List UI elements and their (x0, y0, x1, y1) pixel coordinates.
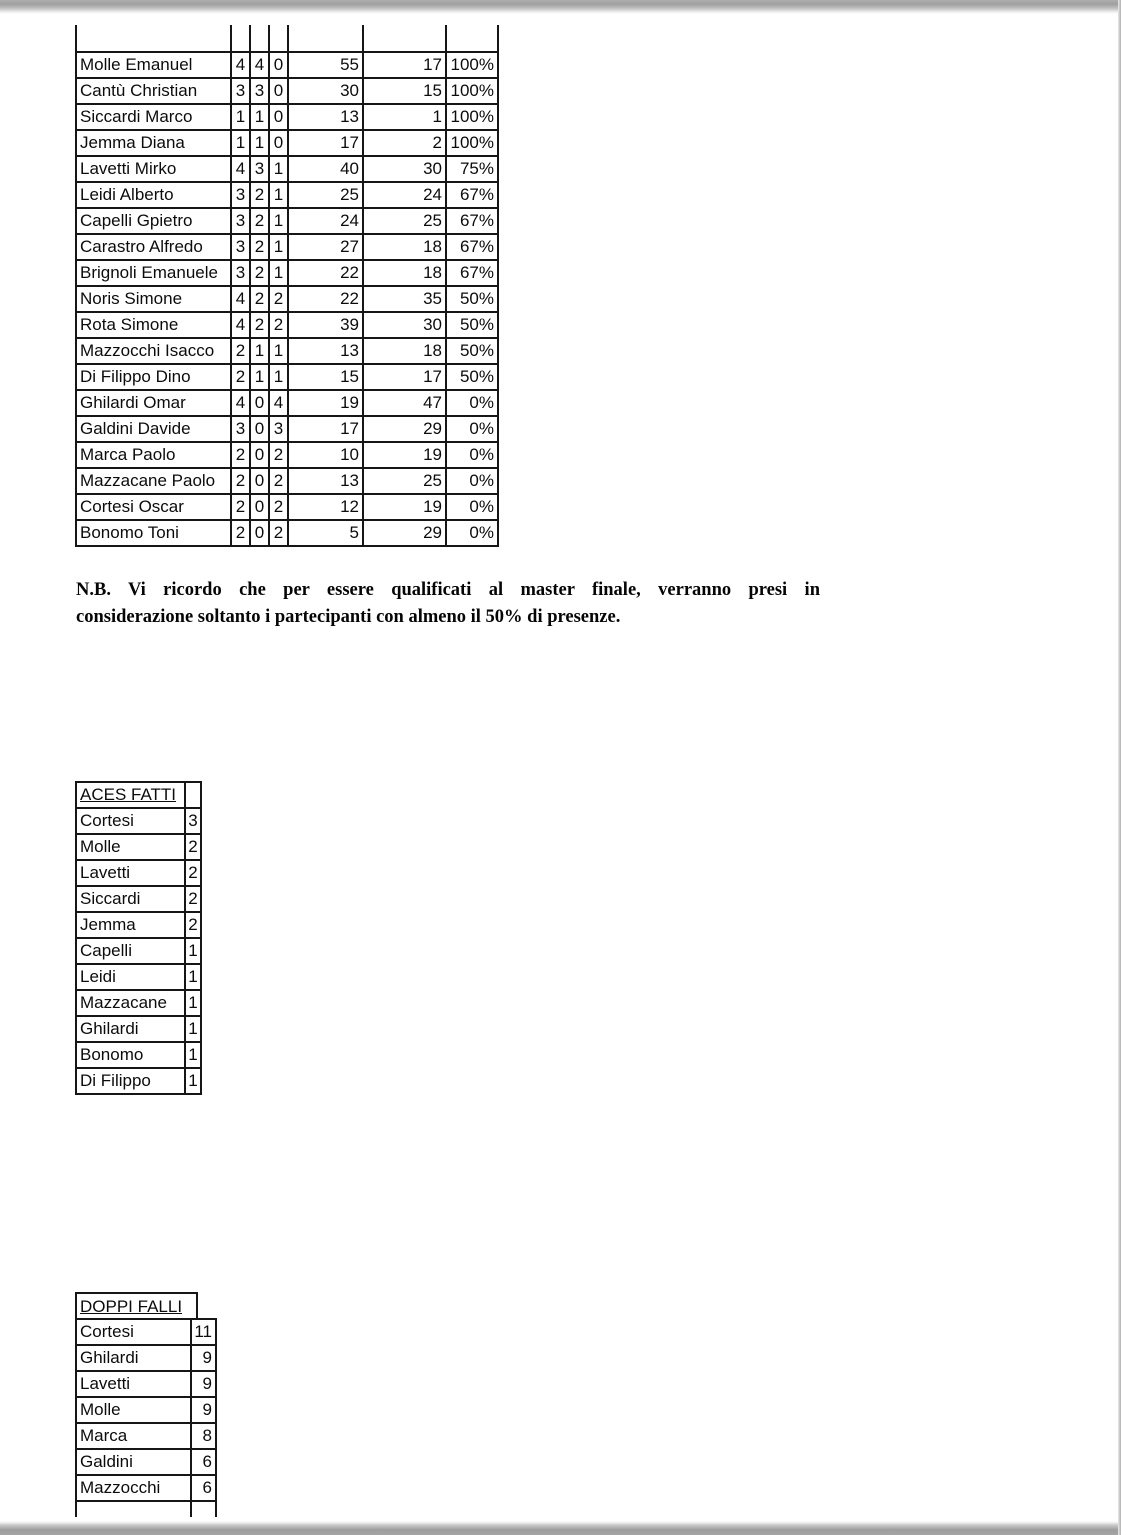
games-won-cell: 4 (250, 52, 269, 78)
points-against-cell: 47 (363, 390, 446, 416)
aces-row (76, 834, 201, 860)
games-played-cell: 2 (231, 468, 250, 494)
aces-count-cell: 1 (185, 1068, 201, 1094)
aces-table-body (76, 782, 201, 1094)
games-lost-cell: 1 (269, 260, 288, 286)
games-won-cell: 1 (250, 364, 269, 390)
games-lost-cell: 0 (269, 78, 288, 104)
points-against-cell: 18 (363, 260, 446, 286)
player-name-cell: Cortesi (76, 808, 185, 834)
standings-row (76, 416, 498, 442)
games-won-cell: 3 (250, 78, 269, 104)
games-lost-cell: 2 (269, 312, 288, 338)
games-won-cell: 0 (250, 520, 269, 546)
player-name-cell: Lavetti (76, 1371, 191, 1397)
doppi-falli-row (76, 1319, 216, 1345)
points-against-cell: 2 (363, 130, 446, 156)
points-for-cell: 25 (288, 182, 363, 208)
aces-header-row (76, 782, 201, 808)
aces-count-cell: 1 (185, 1042, 201, 1068)
doppi-falli-row (76, 1475, 216, 1501)
player-name-cell: Siccardi Marco (76, 104, 231, 130)
games-won-cell: 0 (250, 494, 269, 520)
player-name-cell: Jemma Diana (76, 130, 231, 156)
player-name-cell: Ghilardi (76, 1345, 191, 1371)
standings-row (76, 234, 498, 260)
standings-row (76, 442, 498, 468)
aces-row (76, 1042, 201, 1068)
games-lost-cell: 2 (269, 494, 288, 520)
points-against-cell: 1 (363, 104, 446, 130)
games-won-cell: 2 (250, 234, 269, 260)
standings-row (76, 364, 498, 390)
double-faults-count-cell: 9 (191, 1371, 216, 1397)
aces-row (76, 860, 201, 886)
player-name-cell: Molle (76, 834, 185, 860)
games-played-cell: 3 (231, 234, 250, 260)
empty-header-cell (269, 25, 288, 52)
win-percentage-cell: 75% (446, 156, 498, 182)
standings-row (76, 338, 498, 364)
aces-row (76, 990, 201, 1016)
standings-row (76, 208, 498, 234)
games-played-cell: 2 (231, 494, 250, 520)
points-for-cell: 17 (288, 130, 363, 156)
aces-row (76, 808, 201, 834)
win-percentage-cell: 0% (446, 390, 498, 416)
doppi-falli-row (76, 1371, 216, 1397)
cut-header-row (76, 25, 498, 52)
empty-header-cell (76, 25, 231, 52)
cut-bottom-row (76, 1501, 216, 1517)
games-played-cell: 4 (231, 390, 250, 416)
player-name-cell: Mazzacane (76, 990, 185, 1016)
games-played-cell: 3 (231, 208, 250, 234)
double-faults-count-cell: 8 (191, 1423, 216, 1449)
double-faults-count-cell: 11 (191, 1319, 216, 1345)
player-name-cell: Cortesi Oscar (76, 494, 231, 520)
games-won-cell: 1 (250, 130, 269, 156)
aces-count-cell: 1 (185, 938, 201, 964)
points-against-cell: 30 (363, 312, 446, 338)
doppi-falli-title: DOPPI FALLI (80, 1297, 183, 1316)
empty-cell (76, 1501, 191, 1517)
games-lost-cell: 4 (269, 390, 288, 416)
games-won-cell: 2 (250, 312, 269, 338)
games-won-cell: 2 (250, 260, 269, 286)
games-won-cell: 2 (250, 286, 269, 312)
points-against-cell: 19 (363, 442, 446, 468)
points-for-cell: 24 (288, 208, 363, 234)
win-percentage-cell: 0% (446, 468, 498, 494)
points-for-cell: 10 (288, 442, 363, 468)
win-percentage-cell: 100% (446, 78, 498, 104)
note-line-1: N.B. Vi ricordo che per essere qualificati al master finale, verranno presi in (76, 580, 820, 600)
games-won-cell: 3 (250, 156, 269, 182)
points-against-cell: 24 (363, 182, 446, 208)
player-name-cell: Ghilardi Omar (76, 390, 231, 416)
player-name-cell: Cantù Christian (76, 78, 231, 104)
double-faults-count-cell: 6 (191, 1475, 216, 1501)
player-name-cell: Di Filippo (76, 1068, 185, 1094)
points-against-cell: 29 (363, 416, 446, 442)
win-percentage-cell: 50% (446, 312, 498, 338)
win-percentage-cell: 0% (446, 442, 498, 468)
games-lost-cell: 2 (269, 442, 288, 468)
games-lost-cell: 2 (269, 286, 288, 312)
aces-count-cell: 1 (185, 1016, 201, 1042)
games-lost-cell: 0 (269, 130, 288, 156)
doppi-falli-row (76, 1449, 216, 1475)
points-for-cell: 15 (288, 364, 363, 390)
points-against-cell: 17 (363, 364, 446, 390)
games-lost-cell: 2 (269, 468, 288, 494)
player-name-cell: Di Filippo Dino (76, 364, 231, 390)
standings-row (76, 312, 498, 338)
games-lost-cell: 3 (269, 416, 288, 442)
win-percentage-cell: 50% (446, 364, 498, 390)
games-played-cell: 1 (231, 130, 250, 156)
page-top-edge (0, 0, 1121, 14)
aces-row (76, 1068, 201, 1094)
standings-row (76, 390, 498, 416)
player-name-cell: Molle (76, 1397, 191, 1423)
player-name-cell: Jemma (76, 912, 185, 938)
points-for-cell: 39 (288, 312, 363, 338)
games-played-cell: 4 (231, 156, 250, 182)
player-name-cell: Brignoli Emanuele (76, 260, 231, 286)
win-percentage-cell: 67% (446, 234, 498, 260)
games-won-cell: 1 (250, 104, 269, 130)
games-won-cell: 2 (250, 182, 269, 208)
standings-row (76, 520, 498, 546)
doppi-falli-row (76, 1345, 216, 1371)
aces-count-cell: 3 (185, 808, 201, 834)
empty-header-cell (231, 25, 250, 52)
standings-row (76, 156, 498, 182)
points-against-cell: 18 (363, 338, 446, 364)
points-against-cell: 30 (363, 156, 446, 182)
empty-cell (191, 1501, 216, 1517)
doppi-falli-table (75, 1318, 217, 1517)
games-lost-cell: 0 (269, 104, 288, 130)
games-played-cell: 4 (231, 312, 250, 338)
player-name-cell: Bonomo (76, 1042, 185, 1068)
win-percentage-cell: 50% (446, 286, 498, 312)
player-name-cell: Marca Paolo (76, 442, 231, 468)
points-against-cell: 25 (363, 468, 446, 494)
standings-table-body (76, 25, 498, 546)
player-name-cell: Mazzocchi Isacco (76, 338, 231, 364)
points-against-cell: 17 (363, 52, 446, 78)
games-played-cell: 4 (231, 52, 250, 78)
games-played-cell: 2 (231, 338, 250, 364)
player-name-cell: Noris Simone (76, 286, 231, 312)
points-for-cell: 27 (288, 234, 363, 260)
games-won-cell: 0 (250, 416, 269, 442)
points-against-cell: 35 (363, 286, 446, 312)
doppi-falli-title-box (75, 1292, 198, 1318)
games-played-cell: 2 (231, 364, 250, 390)
aces-row (76, 938, 201, 964)
games-won-cell: 0 (250, 442, 269, 468)
standings-row (76, 78, 498, 104)
points-for-cell: 40 (288, 156, 363, 182)
win-percentage-cell: 67% (446, 182, 498, 208)
win-percentage-cell: 67% (446, 260, 498, 286)
games-lost-cell: 1 (269, 208, 288, 234)
win-percentage-cell: 100% (446, 130, 498, 156)
empty-cell (185, 782, 201, 808)
player-name-cell: Mazzocchi (76, 1475, 191, 1501)
games-played-cell: 2 (231, 520, 250, 546)
double-faults-count-cell: 9 (191, 1345, 216, 1371)
player-name-cell: Leidi (76, 964, 185, 990)
win-percentage-cell: 0% (446, 520, 498, 546)
aces-row (76, 912, 201, 938)
standings-row (76, 286, 498, 312)
games-won-cell: 2 (250, 208, 269, 234)
win-percentage-cell: 100% (446, 52, 498, 78)
games-played-cell: 3 (231, 260, 250, 286)
games-won-cell: 0 (250, 390, 269, 416)
doppi-falli-row (76, 1423, 216, 1449)
standings-row (76, 494, 498, 520)
player-name-cell: Ghilardi (76, 1016, 185, 1042)
empty-header-cell (250, 25, 269, 52)
games-played-cell: 1 (231, 104, 250, 130)
games-lost-cell: 1 (269, 338, 288, 364)
standings-row (76, 468, 498, 494)
player-name-cell: Leidi Alberto (76, 182, 231, 208)
double-faults-count-cell: 9 (191, 1397, 216, 1423)
points-for-cell: 5 (288, 520, 363, 546)
aces-count-cell: 2 (185, 834, 201, 860)
doppi-falli-table-body (76, 1319, 216, 1501)
games-won-cell: 0 (250, 468, 269, 494)
points-against-cell: 18 (363, 234, 446, 260)
player-name-cell: Capelli (76, 938, 185, 964)
aces-count-cell: 1 (185, 990, 201, 1016)
player-name-cell: Bonomo Toni (76, 520, 231, 546)
points-for-cell: 13 (288, 468, 363, 494)
points-for-cell: 13 (288, 338, 363, 364)
games-lost-cell: 1 (269, 234, 288, 260)
player-name-cell: Capelli Gpietro (76, 208, 231, 234)
points-against-cell: 19 (363, 494, 446, 520)
aces-count-cell: 1 (185, 964, 201, 990)
games-played-cell: 2 (231, 442, 250, 468)
games-lost-cell: 2 (269, 520, 288, 546)
points-against-cell: 15 (363, 78, 446, 104)
standings-table (75, 25, 499, 547)
player-name-cell: Rota Simone (76, 312, 231, 338)
player-name-cell: Cortesi (76, 1319, 191, 1345)
win-percentage-cell: 67% (446, 208, 498, 234)
player-name-cell: Siccardi (76, 886, 185, 912)
games-lost-cell: 1 (269, 182, 288, 208)
standings-row (76, 52, 498, 78)
qualification-note (76, 577, 820, 631)
games-played-cell: 4 (231, 286, 250, 312)
player-name-cell: Marca (76, 1423, 191, 1449)
games-won-cell: 1 (250, 338, 269, 364)
empty-header-cell (363, 25, 446, 52)
games-played-cell: 3 (231, 182, 250, 208)
standings-row (76, 130, 498, 156)
points-against-cell: 25 (363, 208, 446, 234)
win-percentage-cell: 100% (446, 104, 498, 130)
points-for-cell: 12 (288, 494, 363, 520)
games-lost-cell: 1 (269, 156, 288, 182)
player-name-cell: Lavetti (76, 860, 185, 886)
player-name-cell: Galdini (76, 1449, 191, 1475)
aces-count-cell: 2 (185, 912, 201, 938)
points-for-cell: 22 (288, 260, 363, 286)
points-for-cell: 19 (288, 390, 363, 416)
games-lost-cell: 1 (269, 364, 288, 390)
aces-count-cell: 2 (185, 860, 201, 886)
player-name-cell: Molle Emanuel (76, 52, 231, 78)
standings-row (76, 260, 498, 286)
aces-table (75, 781, 202, 1095)
points-for-cell: 13 (288, 104, 363, 130)
aces-title-cell (76, 782, 185, 808)
double-faults-count-cell: 6 (191, 1449, 216, 1475)
aces-row (76, 1016, 201, 1042)
player-name-cell: Lavetti Mirko (76, 156, 231, 182)
empty-header-cell (288, 25, 363, 52)
empty-header-cell (446, 25, 498, 52)
aces-title: ACES FATTI (80, 785, 177, 804)
points-for-cell: 55 (288, 52, 363, 78)
points-for-cell: 22 (288, 286, 363, 312)
page-bottom-edge (0, 1521, 1121, 1535)
win-percentage-cell: 50% (446, 338, 498, 364)
points-for-cell: 30 (288, 78, 363, 104)
points-against-cell: 29 (363, 520, 446, 546)
aces-row (76, 964, 201, 990)
player-name-cell: Carastro Alfredo (76, 234, 231, 260)
games-played-cell: 3 (231, 78, 250, 104)
player-name-cell: Galdini Davide (76, 416, 231, 442)
aces-row (76, 886, 201, 912)
note-line-2: considerazione soltanto i partecipanti con almeno il 50% di presenze. (76, 607, 621, 627)
standings-row (76, 182, 498, 208)
points-for-cell: 17 (288, 416, 363, 442)
win-percentage-cell: 0% (446, 494, 498, 520)
aces-count-cell: 2 (185, 886, 201, 912)
player-name-cell: Mazzacane Paolo (76, 468, 231, 494)
games-lost-cell: 0 (269, 52, 288, 78)
standings-row (76, 104, 498, 130)
games-played-cell: 3 (231, 416, 250, 442)
win-percentage-cell: 0% (446, 416, 498, 442)
doppi-falli-row (76, 1397, 216, 1423)
